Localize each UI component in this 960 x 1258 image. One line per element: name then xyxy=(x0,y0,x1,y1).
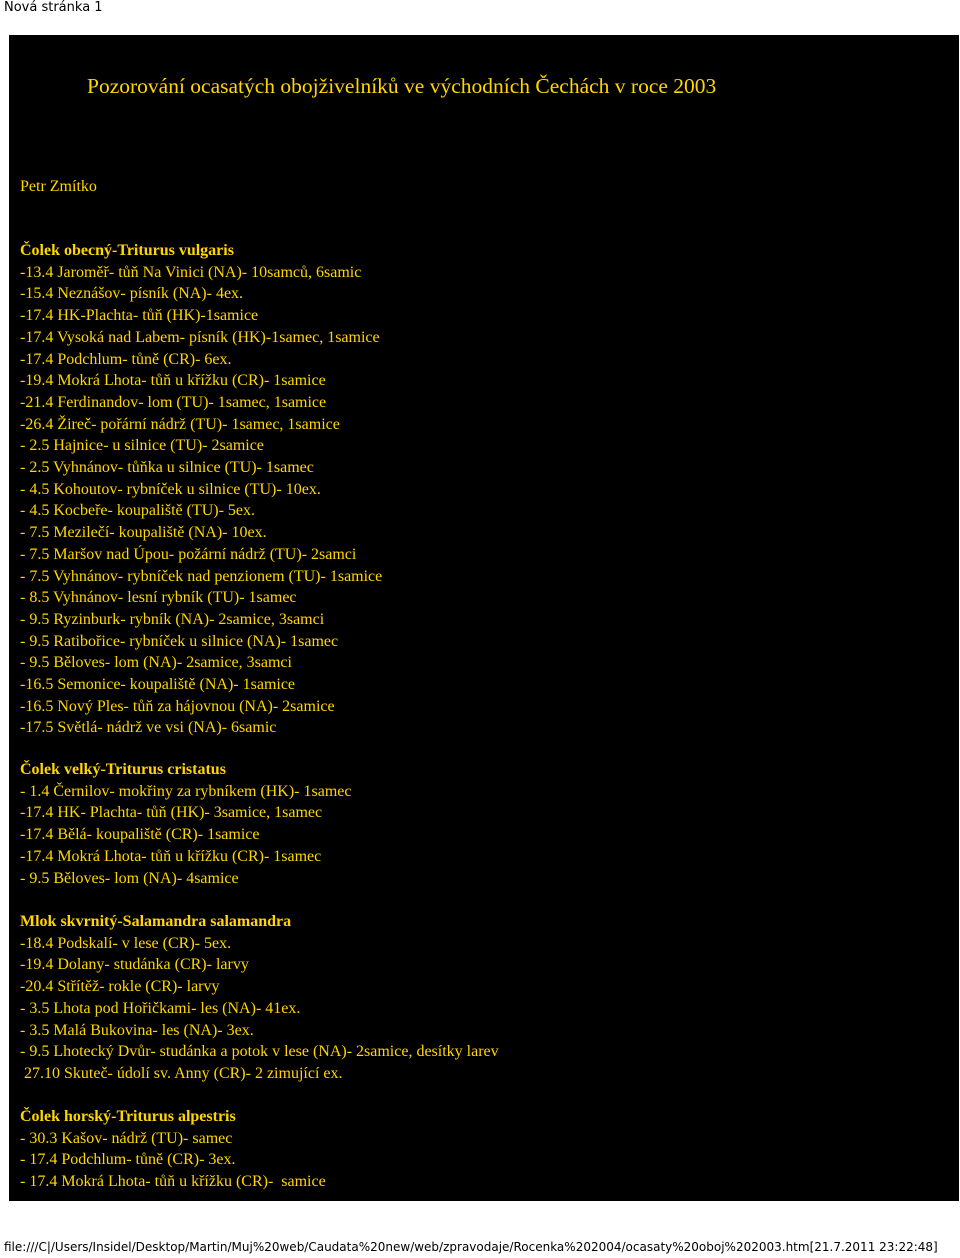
observation-record: - 4.5 Kohoutov- rybníček u silnice (TU)- 10ex. xyxy=(20,480,321,498)
observation-record: - 9.5 Ratibořice- rybníček u silnice (NA)- 1samec xyxy=(20,632,339,650)
observation-record: - 7.5 Vyhnánov- rybníček nad penzionem (TU)- 1samice xyxy=(20,567,383,585)
browser-page-title: Nová stránka 1 xyxy=(4,0,103,15)
observation-record: -13.4 Jaroměř- tůň Na Vinici (NA)- 10samců, 6samic xyxy=(20,263,362,281)
document-title: Pozorování ocasatých obojživelníků ve východních Čechách v roce 2003 xyxy=(87,74,717,98)
species-section-triturus-alpestris xyxy=(20,1106,949,1193)
observation-record: -17.5 Světlá- nádrž ve vsi (NA)- 6samic xyxy=(20,719,277,737)
observation-record: -18.4 Podskalí- v lese (CR)- 5ex. xyxy=(20,934,232,952)
observation-record: -17.4 HK- Plachta- tůň (HK)- 3samice, 1samec xyxy=(20,804,323,822)
observation-record: -19.4 Mokrá Lhota- tůň u křížku (CR)- 1samice xyxy=(20,372,326,390)
browser-footer-url: file:///C|/Users/Insidel/Desktop/Martin/Muj%20web/Caudata%20new/web/zpravodaje/Rocenka%202004/ocasaty%20oboj%202003.htm[21.7.2011 23:22:48] xyxy=(4,1240,938,1254)
observation-record: -17.4 HK-Plachta- tůň (HK)-1samice xyxy=(20,307,259,325)
observation-record: - 17.4 Podchlum- tůně (CR)- 3ex. xyxy=(20,1151,236,1169)
observation-record: - 9.5 Ryzinburk- rybník (NA)- 2samice, 3samci xyxy=(20,610,325,628)
observation-record: -17.4 Vysoká nad Labem- písník (HK)-1samec, 1samice xyxy=(20,328,380,346)
species-heading: Mlok skvrnitý-Salamandra salamandra xyxy=(20,913,292,930)
observation-record: -17.4 Bělá- koupaliště (CR)- 1samice xyxy=(20,826,260,844)
species-heading: Čolek obecný-Triturus vulgaris xyxy=(20,242,234,259)
observation-record: - 30.3 Kašov- nádrž (TU)- samec xyxy=(20,1129,233,1147)
species-section-salamandra-salamandra xyxy=(20,911,949,1085)
observation-record: -17.4 Podchlum- tůně (CR)- 6ex. xyxy=(20,350,232,368)
observation-record: -20.4 Střítěž- rokle (CR)- larvy xyxy=(20,978,220,996)
observation-record: - 7.5 Maršov nad Úpou- požární nádrž (TU)- 2samci xyxy=(20,545,357,563)
observation-record: - 9.5 Běloves- lom (NA)- 2samice, 3samci xyxy=(20,654,292,672)
observation-record: - 8.5 Vyhnánov- lesní rybník (TU)- 1samec xyxy=(20,589,297,607)
observation-record: 27.10 Skuteč- údolí sv. Anny (CR)- 2 zimující ex. xyxy=(20,1064,343,1082)
observation-list xyxy=(20,1128,949,1193)
observation-record: -19.4 Dolany- studánka (CR)- larvy xyxy=(20,956,249,974)
species-section-triturus-cristatus xyxy=(20,759,949,889)
observation-list xyxy=(20,781,949,890)
species-heading: Čolek velký-Triturus cristatus xyxy=(20,761,226,778)
observation-list xyxy=(20,933,949,1085)
observation-record: - 2.5 Hajnice- u silnice (TU)- 2samice xyxy=(20,437,264,455)
observation-record: - 4.5 Kocbeře- koupaliště (TU)- 5ex. xyxy=(20,502,256,520)
observation-record: -26.4 Žireč- pořární nádrž (TU)- 1samec, 1samice xyxy=(20,415,340,433)
document-content xyxy=(9,35,959,1201)
species-section-triturus-vulgaris xyxy=(20,240,949,739)
document-author: Petr Zmítko xyxy=(20,178,97,195)
observation-record: - 2.5 Vyhnánov- tůňka u silnice (TU)- 1samec xyxy=(20,459,314,477)
species-heading: Čolek horský-Triturus alpestris xyxy=(20,1108,236,1125)
observation-record: -21.4 Ferdinandov- lom (TU)- 1samec, 1samice xyxy=(20,393,327,411)
observation-list xyxy=(20,262,949,739)
observation-record: - 3.5 Lhota pod Hořičkami- les (NA)- 41ex. xyxy=(20,999,301,1017)
observation-record: - 9.5 Běloves- lom (NA)- 4samice xyxy=(20,869,239,887)
observation-record: - 9.5 Lhotecký Dvůr- studánka a potok v lese (NA)- 2samice, desítky larev xyxy=(20,1043,499,1061)
observation-record: - 17.4 Mokrá Lhota- tůň u křížku (CR)- samice xyxy=(20,1173,326,1191)
observation-record: -16.5 Semonice- koupaliště (NA)- 1samice xyxy=(20,676,296,694)
observation-record: -16.5 Nový Ples- tůň za hájovnou (NA)- 2samice xyxy=(20,697,335,715)
observation-record: - 1.4 Černilov- mokřiny za rybníkem (HK)- 1samec xyxy=(20,782,352,800)
observation-record: - 3.5 Malá Bukovina- les (NA)- 3ex. xyxy=(20,1021,254,1039)
observation-record: - 7.5 Mezilečí- koupaliště (NA)- 10ex. xyxy=(20,524,267,542)
observation-record: -17.4 Mokrá Lhota- tůň u křížku (CR)- 1samec xyxy=(20,847,322,865)
observation-record: -15.4 Neznášov- písník (NA)- 4ex. xyxy=(20,285,244,303)
